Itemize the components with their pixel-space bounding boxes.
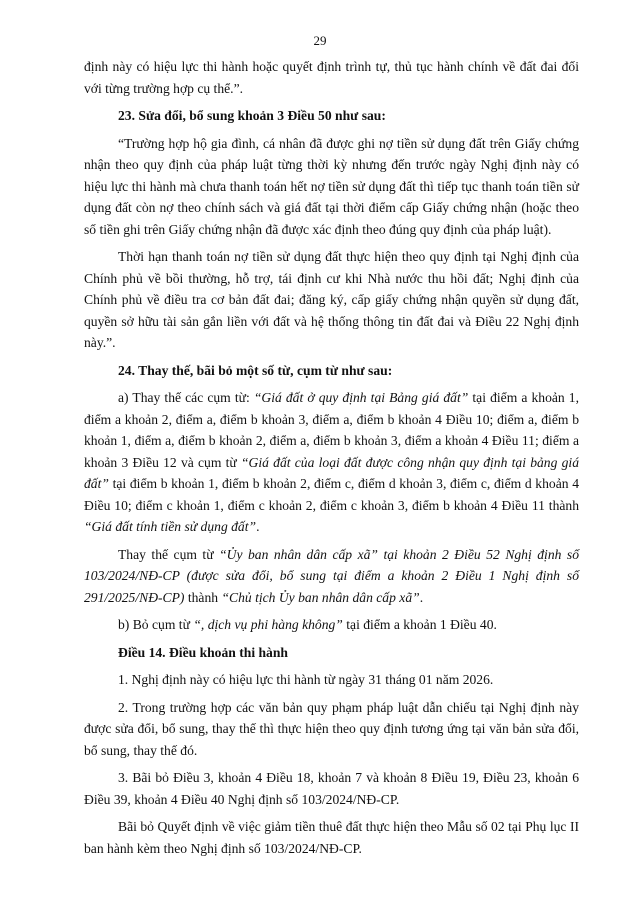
text-segment: . xyxy=(419,589,424,605)
text-segment: Thay thế cụm từ xyxy=(118,546,220,562)
paragraph-referenced-documents: 2. Trong trường hợp các văn bản quy phạm pháp luật dẫn chiếu tại Nghị định này được sửa đổi, bổ sung, thay thế thì thực hiện theo quy định tương ứng tại văn bản sửa đổi, bổ sung, thay thế đó. xyxy=(84,699,579,758)
paragraph-replace-phrases-a xyxy=(84,387,579,538)
heading-article-14: Điều 14. Điều khoản thi hành xyxy=(118,644,288,660)
text-segment: tại điểm b khoản 1, điểm b khoản 2, điểm c, điểm d khoản 3, điểm c, điểm d khoản 4 Điều 10; điểm c khoản 1, điểm c khoản 2, điểm c khoản 3, điểm b khoản 4 Điều 11 thành xyxy=(84,476,579,513)
paragraph-replace-phrase-commune xyxy=(84,544,579,609)
paragraph-repeal-decision: Bãi bỏ Quyết định về việc giảm tiền thuê đất thực hiện theo Mẫu số 02 tại Phụ lục II ban hành kèm theo Nghị định số 103/2024/NĐ-CP. xyxy=(84,819,579,856)
quoted-phrase: “, dịch vụ phi hàng không” xyxy=(193,617,343,632)
paragraph-repeal-articles: 3. Bãi bỏ Điều 3, khoản 4 Điều 18, khoản 7 và khoản 8 Điều 19, Điều 23, khoản 6 Điều 39, khoản 4 Điều 40 Nghị định số 103/2024/NĐ-CP. xyxy=(84,770,579,807)
text-segment: b) Bỏ cụm từ xyxy=(118,617,194,632)
quoted-phrase: “Chủ tịch Ủy ban nhân dân cấp xã” xyxy=(221,589,420,605)
text-segment: tại điểm a khoản 1 Điều 40. xyxy=(342,617,497,632)
paragraph-payment-term: Thời hạn thanh toán nợ tiền sử dụng đất thực hiện theo quy định tại Nghị định của Chính phủ về bồi thường, hỗ trợ, tái định cư khi Nhà nước thu hồi đất; Nghị định của Chính phủ về điều tra cơ bản đất đai; đăng ký, cấp giấy chứng nhận quyền sử dụng đất, quyền sở hữu tài sản gắn liền với đất và hệ thống thông tin đất đai và Điều 22 Nghị định này.”. xyxy=(84,249,579,350)
paragraph-continuation: định này có hiệu lực thi hành hoặc quyết định trình tự, thủ tục hành chính về đất đai đối với từng trường hợp cụ thể.”. xyxy=(84,59,579,96)
heading-item-24: 24. Thay thế, bãi bỏ một số từ, cụm từ như sau: xyxy=(118,362,393,378)
quoted-phrase: “Giá đất ở quy định tại Bảng giá đất” xyxy=(253,390,469,405)
quoted-phrase: “Giá đất tính tiền sử dụng đất” xyxy=(84,519,257,534)
heading-item-23: 23. Sửa đổi, bổ sung khoản 3 Điều 50 như sau: xyxy=(118,108,386,123)
paragraph-debt-record: “Trường hợp hộ gia đình, cá nhân đã được ghi nợ tiền sử dụng đất trên Giấy chứng nhận theo quy định của pháp luật từng thời kỳ nhưng đến trước ngày Nghị định này có hiệu lực thi hành mà chưa thanh toán hết nợ tiền sử dụng đất thì tiếp tục thanh toán tiền sử dụng đất còn nợ theo chính sách và giá đất tại thời điểm cấp Giấy chứng nhận (hoặc theo số tiền ghi trên Giấy chứng nhận đã được xác định theo đúng quy định của pháp luật). xyxy=(84,135,579,237)
document-body xyxy=(84,56,579,865)
text-segment: tại điểm a khoản 1, điểm a khoản 2, điểm a, điểm b khoản 3, điểm a, điểm b khoản 4 Điều 10; điểm a, điểm b khoản 1, điểm a, điểm b khoản 2, điểm a, điểm b khoản 3, điểm a khoản 4 Điều 11; điểm a khoản 3 Điều 12 và cụm từ xyxy=(84,390,579,470)
quoted-phrase: “Ủy ban nhân dân cấp xã” tại khoản 2 Điều 52 Nghị định số 103/2024/NĐ-CP (được sửa đổi, bổ sung tại điểm a khoản 2 Điều 1 Nghị định số 291/2025/NĐ-CP) xyxy=(84,546,579,605)
quoted-phrase: “Giá đất của loại đất được công nhận quy định tại bảng giá đất” xyxy=(84,454,579,491)
page-number: 29 xyxy=(313,33,327,48)
text-segment: thành xyxy=(184,589,222,605)
paragraph-remove-phrase-b xyxy=(84,614,579,636)
paragraph-effective-date: 1. Nghị định này có hiệu lực thi hành từ ngày 31 tháng 01 năm 2026. xyxy=(118,672,494,687)
text-segment: . xyxy=(256,519,260,534)
text-segment: a) Thay thế các cụm từ: xyxy=(118,390,254,405)
